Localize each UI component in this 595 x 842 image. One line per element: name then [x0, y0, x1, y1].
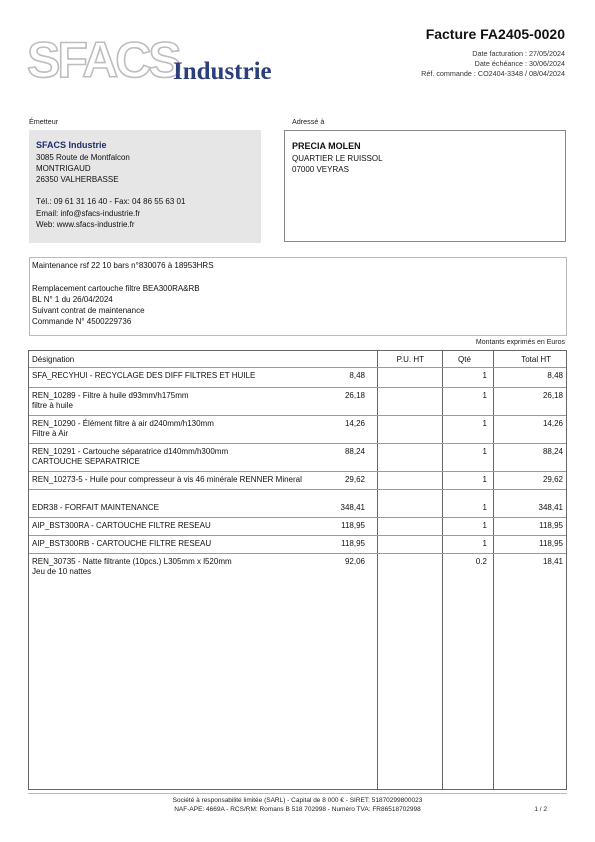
line-total: 8,48 — [547, 371, 563, 380]
notes-line: Maintenance rsf 22 10 bars n°830076 à 18953HRS — [32, 261, 214, 270]
line-designation — [32, 447, 228, 456]
reference-separator: - — [89, 539, 97, 548]
emitter-address: 3085 Route de Montfalcon — [36, 153, 130, 162]
due-date: Date échéance : 30/06/2024 — [474, 59, 565, 68]
product-detail: Filtre à Air — [32, 429, 69, 438]
line-total: 18,41 — [542, 557, 563, 566]
emitter-phone: Tél.: 09 61 31 16 40 - Fax: 04 86 55 63 01 — [36, 197, 186, 206]
emitter-box — [29, 130, 261, 243]
product-reference: REN_10289 — [32, 391, 76, 400]
product-description: Filtre à huile d93mm/h175mm — [82, 391, 189, 400]
line-total: 88,24 — [542, 447, 563, 456]
quantity: 1 — [482, 521, 487, 530]
header-unit-price: P.U. HT — [396, 355, 424, 364]
table-row — [29, 553, 566, 575]
product-description: Élément filtre à air d240mm/h130mm — [82, 419, 214, 428]
table-row — [29, 517, 566, 536]
line-total: 14,26 — [542, 419, 563, 428]
emitter-label: Émetteur — [29, 117, 59, 126]
product-description: Natte filtrante (10pcs.) L305mm x l520mm — [82, 557, 232, 566]
product-reference: REN_30735 — [32, 557, 76, 566]
invoice-notes-box — [29, 257, 567, 336]
notes-line: Commande N° 4500229736 — [32, 317, 132, 326]
quantity: 1 — [482, 503, 487, 512]
unit-price: 26,18 — [344, 391, 365, 400]
emitter-website: Web: www.sfacs-industrie.fr — [36, 220, 135, 229]
emitter-email: Email: info@sfacs-industrie.fr — [36, 209, 141, 218]
line-total: 118,95 — [539, 539, 563, 548]
recipient-box — [284, 130, 566, 242]
table-row — [29, 535, 566, 554]
quantity: 1 — [482, 371, 487, 380]
line-total: 348,41 — [538, 503, 563, 512]
notes-line: BL N° 1 du 26/04/2024 — [32, 295, 113, 304]
header-designation: Désignation — [32, 355, 75, 364]
company-logo — [27, 30, 292, 86]
emitter-name: SFACS Industrie — [36, 140, 107, 150]
page-number: 1 / 2 — [534, 806, 547, 813]
footer-rule — [28, 793, 567, 794]
notes-line: Suivant contrat de maintenance — [32, 306, 145, 315]
quantity: 1 — [482, 539, 487, 548]
notes-line: Remplacement cartouche filtre BEA300RA&RB — [32, 284, 200, 293]
product-reference: REN_10291 — [32, 447, 76, 456]
product-reference: EDR38 — [32, 503, 58, 512]
logo-word: Industrie — [173, 58, 272, 85]
logo-mark: SFACS — [27, 32, 179, 86]
product-description: CARTOUCHE FILTRE RESEAU — [96, 539, 212, 548]
header-quantity: Qté — [458, 355, 471, 364]
footer-registration: NAF-APE: 4669A - RCS/RM: Romans B 518 702998 - Numéro TVA: FR86518702998 — [174, 806, 421, 813]
recipient-address: QUARTIER LE RUISSOL — [292, 154, 383, 163]
quantity: 1 — [482, 391, 487, 400]
table-row — [29, 415, 566, 444]
reference-separator: - — [87, 371, 95, 380]
table-row — [29, 367, 566, 388]
emitter-postal: 26350 VALHERBASSE — [36, 175, 119, 184]
line-designation — [32, 371, 255, 380]
line-designation — [32, 503, 159, 512]
product-description: CARTOUCHE FILTRE RESEAU — [96, 521, 211, 530]
line-designation — [32, 419, 214, 428]
reference-separator: - — [75, 557, 83, 566]
invoice-lines-table — [28, 350, 567, 790]
line-designation — [32, 539, 211, 548]
recipient-label: Adressé à — [292, 117, 325, 126]
reference-separator: - — [82, 475, 90, 484]
reference-separator: - — [75, 391, 83, 400]
recipient-name: PRECIA MOLEN — [292, 141, 361, 151]
product-reference: REN_10273-5 — [32, 475, 83, 484]
product-reference: SFA_RECYHUI — [32, 371, 88, 380]
footer-legal: Société à responsabilité limitée (SARL) - Capital de 8 000 € - SIRET: 51870299800023 — [172, 797, 423, 804]
product-detail: Jeu de 10 nattes — [32, 567, 92, 576]
line-designation — [32, 475, 302, 484]
table-row — [29, 387, 566, 416]
recipient-postal: 07000 VEYRAS — [292, 165, 349, 174]
header-total: Total HT — [521, 355, 551, 364]
product-description: RECYCLAGE DES DIFF FILTRES ET HUILE — [94, 371, 256, 380]
quantity: 1 — [482, 475, 487, 484]
line-total: 29,62 — [542, 475, 563, 484]
table-row — [29, 499, 566, 518]
line-designation — [32, 521, 211, 530]
line-total: 118,95 — [539, 521, 563, 530]
unit-price: 14,26 — [344, 419, 365, 428]
table-row — [29, 443, 566, 472]
quantity: 1 — [482, 419, 487, 428]
quantity: 1 — [482, 447, 487, 456]
product-description: Huile pour compresseur à vis 46 minérale RENNER Mineral — [89, 475, 302, 484]
order-reference: Réf. commande : CO2404-3348 / 08/04/2024 — [421, 69, 565, 78]
table-header-row — [29, 351, 566, 368]
invoice-title: Facture FA2405-0020 — [425, 26, 565, 42]
table-row — [29, 471, 566, 490]
unit-price: 92,06 — [344, 557, 365, 566]
reference-separator: - — [57, 503, 65, 512]
unit-price: 118,95 — [341, 539, 365, 548]
reference-separator: - — [75, 419, 83, 428]
unit-price: 348,41 — [340, 503, 365, 512]
quantity: 0.2 — [475, 557, 487, 566]
product-description: Cartouche séparatrice d140mm/h300mm — [82, 447, 229, 456]
product-reference: AIP_BST300RB — [32, 539, 90, 548]
product-detail: filtre à huile — [32, 401, 73, 410]
emitter-city: MONTRIGAUD — [36, 164, 91, 173]
unit-price: 118,95 — [341, 521, 365, 530]
invoice-date: Date facturation : 27/05/2024 — [472, 49, 565, 58]
reference-separator: - — [75, 447, 83, 456]
line-total: 26,18 — [542, 391, 563, 400]
line-designation — [32, 557, 232, 566]
currency-note: Montants exprimés en Euros — [475, 339, 565, 346]
product-description: FORFAIT MAINTENANCE — [64, 503, 159, 512]
product-reference: AIP_BST300RA — [32, 521, 89, 530]
unit-price: 29,62 — [344, 475, 365, 484]
product-detail: CARTOUCHE SEPARATRICE — [32, 457, 140, 466]
unit-price: 8,48 — [349, 371, 365, 380]
reference-separator: - — [88, 521, 97, 530]
line-designation — [32, 391, 189, 400]
product-reference: REN_10290 — [32, 419, 76, 428]
unit-price: 88,24 — [344, 447, 365, 456]
